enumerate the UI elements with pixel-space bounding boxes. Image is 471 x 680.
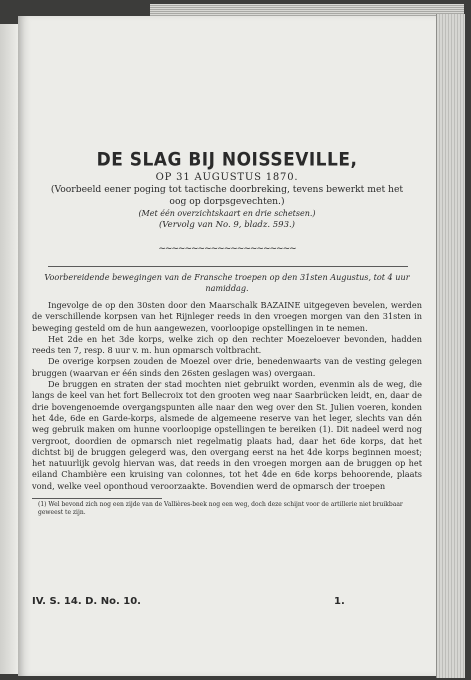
paragraph: De overige korpsen zouden de Moezel over drie, benedenwaarts van de vesting gelegen bruggen (waarvan er één sinds den 26sten geslagen was) overgaan. bbox=[32, 356, 422, 378]
paragraph: De bruggen en straten der stad mochten niet gebruikt worden, evenmin als de weg, die langs de keel van het fort Bellecroix tot den grooten weg naar Saarbrücken leidt, en, daar de drie bovengenoemde overgangspunten alle naar den weg over den St. Julien voeren, konden het 4de, 6de en Garde-korps, alsmede de algemeene reserve van het leger, slechts van dén weg gebruik maken om hunne voorloopige opstellingen te bereiken (1). Dit nadeel werd nog vergroot, doordien de opmarsch niet regelmatig plaats had, daar het 6de korps, dat het dichtst bij de bruggen gelegerd was, den overgang eerst na het 4de korps beginnen moest; het natuurlijk gevolg hiervan was, dat reeds in den vroegen morgen aan de bruggen op het eiland Chambière een kruising van colonnes, tot het 4de en 6de korps behoorende, plaats vond, welke veel oponthoud veroorzaakte. Bovendien werd de opmarsch der troepen bbox=[32, 379, 422, 491]
article-subtitle: (Voorbeeld eener poging tot tactische doorbreking, tevens bewerkt met het oog op dorpsgevechten.) bbox=[50, 184, 404, 207]
article-date: OP 31 AUGUSTUS 1870. bbox=[155, 172, 299, 183]
footnote: (1) Wel bevond zich nog een zijde van de Vallières-beek nog een weg, doch deze schijnt voor de artillerie niet bruikbaar geweest te zijn. bbox=[38, 501, 403, 516]
book-top-edge bbox=[150, 4, 464, 16]
section-heading: Voorbereidende bewegingen van de Fransche troepen op den 31sten Augustus, tot 4 uur namiddag. bbox=[44, 272, 410, 293]
paragraph: Het 2de en het 3de korps, welke zich op den rechter Moezeloever bevonden, hadden reeds ten 7, resp. 8 uur v. m. hun opmarsch voltbracht. bbox=[32, 333, 422, 356]
signature-mark: IV. S. 14. D. No. 10. bbox=[32, 596, 141, 607]
paragraph: Ingevolge de op den 30sten door den Maarschalk BAZAINE uitgegeven bevelen, werden de verschillende korpsen van het Rijnleger reeds in den vroegen morgen van den 31sten in beweging gesteld om de hun aangewezen, voorloopige opstellingen in te nemen. bbox=[32, 300, 422, 333]
footnote-rule bbox=[32, 498, 162, 499]
page-number: 1. bbox=[334, 596, 345, 607]
maps-note: (Met één overzichtskaart en drie schetsen.) bbox=[138, 209, 316, 218]
page-stack-edges bbox=[436, 14, 465, 678]
continuation-note: (Vervolg van No. 9, bladz. 593.) bbox=[158, 220, 295, 230]
body-text bbox=[32, 300, 422, 492]
article-title: DE SLAG BIJ NOISSEVILLE, bbox=[96, 149, 358, 171]
section-rule bbox=[48, 266, 408, 267]
ornament-divider: ~~~~~~~~~~~~~~~~~~~~~ bbox=[158, 244, 296, 254]
facing-page-edge bbox=[0, 24, 19, 674]
article bbox=[32, 150, 422, 516]
